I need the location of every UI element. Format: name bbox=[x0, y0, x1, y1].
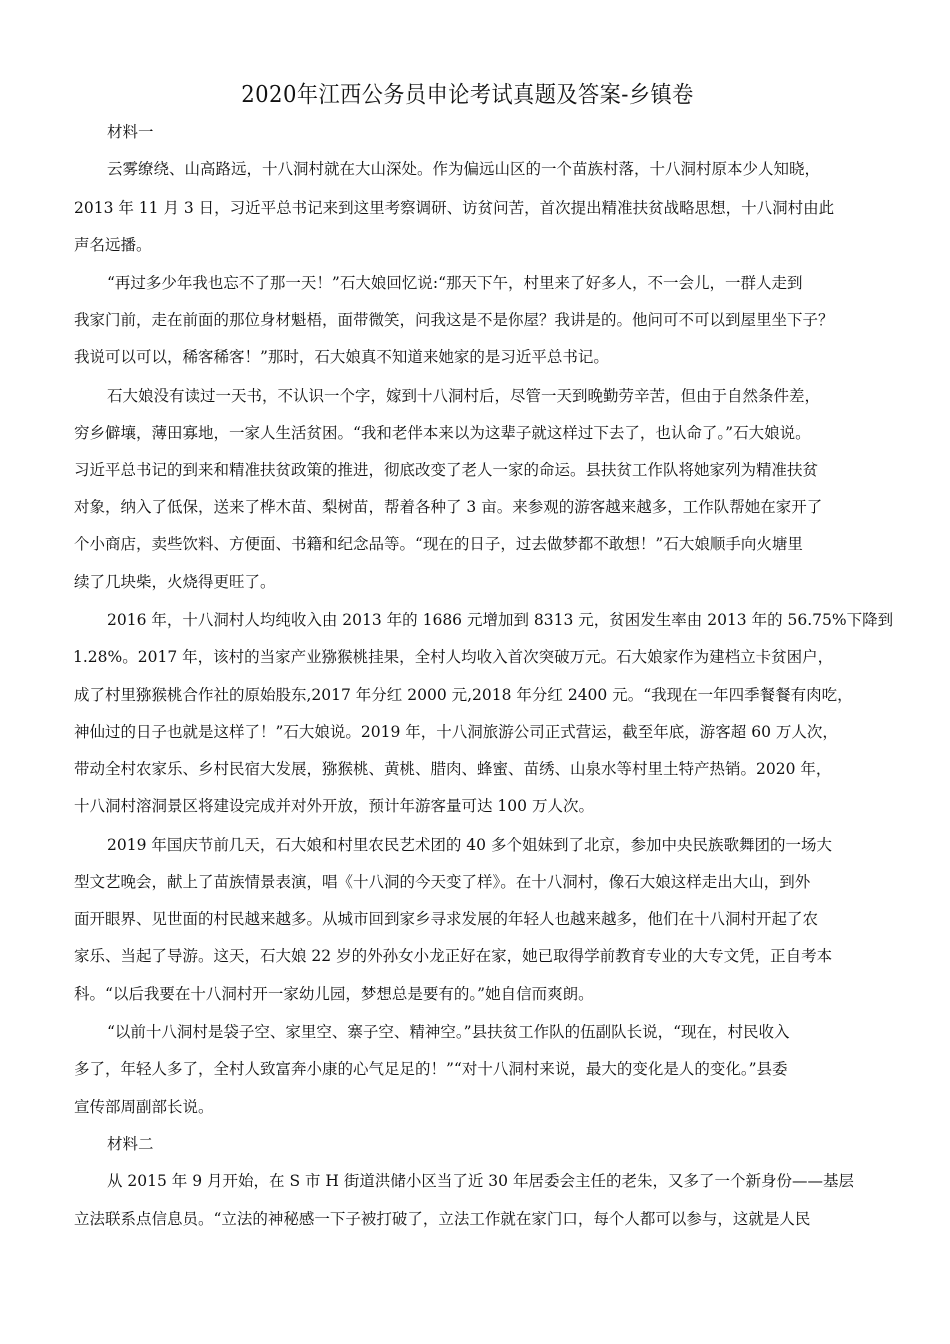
section-heading: 材料二 bbox=[107, 1135, 154, 1153]
paragraph-line: 个小商店，卖些饮料、方便面、书籍和纪念品等。“现在的日子，过去做梦都不敢想！”石大娘顺手向火塘里 bbox=[74, 535, 803, 553]
paragraph-line: 成了村里猕猴桃合作社的原始股东,2017 年分红 2000 元,2018 年分红 2400 元。“我现在一年四季餐餐有肉吃， bbox=[74, 686, 853, 704]
paragraph-line: 习近平总书记的到来和精准扶贫政策的推进，彻底改变了老人一家的命运。县扶贫工作队将她家列为精准扶贫 bbox=[74, 461, 819, 479]
paragraph-line: 我家门前，走在前面的那位身材魁梧，面带微笑，问我这是不是你屋？我讲是的。他问可不可以到屋里坐下子？ bbox=[74, 311, 834, 329]
paragraph-line: 带动全村农家乐、乡村民宿大发展，猕猴桃、黄桃、腊肉、蜂蜜、苗绣、山泉水等村里土特产热销。2020 年， bbox=[74, 760, 832, 778]
paragraph-line: 家乐、当起了导游。这天，石大娘 22 岁的外孙女小龙正好在家，她已取得学前教育专业的大专文凭，正自考本 bbox=[74, 947, 833, 965]
paragraph-line: 2016 年，十八洞村人均纯收入由 2013 年的 1686 元增加到 8313 元，贫困发生率由 2013 年的 56.75%下降到 bbox=[107, 611, 894, 629]
paragraph-line: 从 2015 年 9 月开始，在 S 市 H 街道洪储小区当了近 30 年居委会主任的老朱，又多了一个新身份——基层 bbox=[107, 1172, 854, 1190]
paragraph-line: 面开眼界、见世面的村民越来越多。从城市回到家乡寻求发展的年轻人也越来越多，他们在十八洞村开起了农 bbox=[74, 910, 819, 928]
paragraph-line: 十八洞村溶洞景区将建设完成并对外开放，预计年游客量可达 100 万人次。 bbox=[74, 797, 594, 815]
paragraph-line: 我说可以可以，稀客稀客！”那时，石大娘真不知道来她家的是习近平总书记。 bbox=[74, 348, 609, 366]
paragraph-line: 1.28%。2017 年，该村的当家产业猕猴桃挂果，全村人均收入首次突破万元。石大娘家作为建档立卡贫困户， bbox=[73, 648, 834, 666]
paragraph-line: 神仙过的日子也就是这样了！”石大娘说。2019 年，十八洞旅游公司正式营运，截至年底，游客超 60 万人次， bbox=[74, 723, 838, 741]
paragraph-line: “以前十八洞村是袋子空、家里空、寨子空、精神空。”县扶贫工作队的伍副队长说，“现在，村民收入 bbox=[107, 1023, 790, 1041]
paragraph-line: 型文艺晚会，献上了苗族情景表演，唱《十八洞的今天变了样》。在十八洞村，像石大娘这样走出大山，到外 bbox=[74, 873, 811, 891]
paragraph-line: 石大娘没有读过一天书，不认识一个字，嫁到十八洞村后，尽管一天到晚勤劳辛苦，但由于自然条件差， bbox=[107, 387, 821, 405]
paragraph-line: “再过多少年我也忘不了那一天！”石大娘回忆说:“那天下午，村里来了好多人，不一会儿，一群人走到 bbox=[107, 274, 803, 292]
paragraph-line: 声名远播。 bbox=[74, 236, 152, 254]
paragraph-line: 宣传部周副部长说。 bbox=[74, 1098, 214, 1116]
paragraph-line: 立法联系点信息员。“立法的神秘感一下子被打破了，立法工作就在家门口，每个人都可以参与，这就是人民 bbox=[74, 1210, 811, 1228]
paragraph-line: 穷乡僻壤，薄田寡地，一家人生活贫困。“我和老伴本来以为这辈子就这样过下去了，也认命了。”石大娘说。 bbox=[74, 424, 811, 442]
paragraph-line: 2019 年国庆节前几天，石大娘和村里农民艺术团的 40 多个姐妹到了北京，参加中央民族歌舞团的一场大 bbox=[107, 836, 832, 854]
paragraph-line: 2013 年 11 月 3 日，习近平总书记来到这里考察调研、访贫问苦，首次提出精准扶贫战略思想，十八洞村由此 bbox=[74, 199, 835, 217]
document-title: 2020年江西公务员申论考试真题及答案-乡镇卷 bbox=[241, 82, 694, 108]
paragraph-line: 续了几块柴，火烧得更旺了。 bbox=[74, 573, 276, 591]
paragraph-line: 对象，纳入了低保，送来了桦木苗、梨树苗，帮着各种了 3 亩。来参观的游客越来越多，工作队帮她在家开了 bbox=[74, 498, 823, 516]
paragraph-line: 多了，年轻人多了，全村人致富奔小康的心气足足的！”“对十八洞村来说，最大的变化是人的变化。”县委 bbox=[74, 1060, 788, 1078]
paragraph-line: 云雾缭绕、山高路远，十八洞村就在大山深处。作为偏远山区的一个苗族村落，十八洞村原本少人知晓， bbox=[107, 160, 821, 178]
paragraph-line: 科。“以后我要在十八洞村开一家幼儿园，梦想总是要有的。”她自信而爽朗。 bbox=[74, 985, 594, 1003]
section-heading: 材料一 bbox=[107, 123, 154, 141]
